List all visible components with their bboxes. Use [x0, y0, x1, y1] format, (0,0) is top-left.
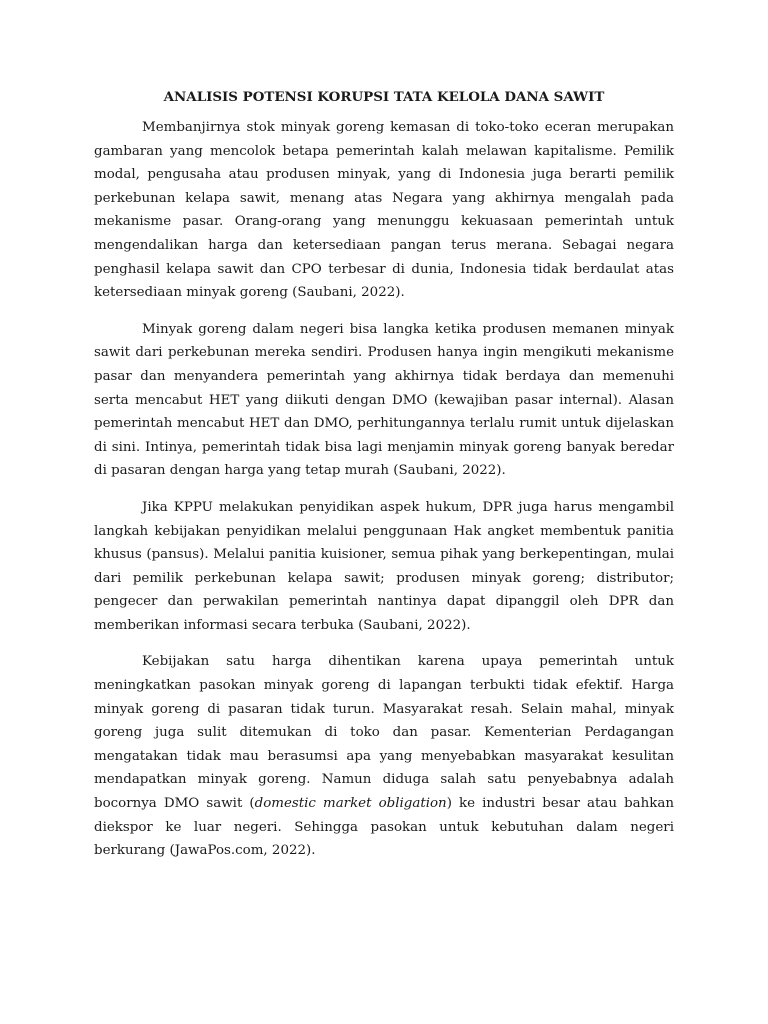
paragraph-4-text-after: ) ke industri besar atau bahkan diekspor ke luar negeri. Sehingga pasokan untuk kebutuhan dalam negeri berkurang (JawaPos.com, 2022).	[94, 796, 674, 859]
paragraph-4-text-before: Kebijakan satu harga dihentikan karena upaya pemerintah untuk meningkatkan pasokan minyak goreng di lapangan terbukti tidak efektif. Harga minyak goreng di pasaran tidak turun. Masyarakat resah. Selain mahal, minyak goreng juga sulit ditemukan di toko dan pasar. Kementerian Perdagangan mengatakan tidak mau berasumsi apa yang menyebabkan masyarakat kesulitan mendapatkan minyak goreng. Namun diduga salah satu penyebabnya adalah bocornya DMO sawit (	[94, 654, 674, 812]
document-title: ANALISIS POTENSI KORUPSI TATA KELOLA DANA SAWIT	[163, 89, 605, 105]
paragraph-4	[94, 650, 674, 862]
paragraph-1: Membanjirnya stok minyak goreng kemasan di toko-toko eceran merupakan gambaran yang mencolok betapa pemerintah kalah melawan kapitalisme. Pemilik modal, pengusaha atau produsen minyak, yang di Indonesia juga berarti pemilik perkebunan kelapa sawit, menang atas Negara yang akhirnya mengalah pada mekanisme pasar. Orang-orang yang menunggu kekuasaan pemerintah untuk mengendalikan harga dan ketersediaan pangan terus merana. Sebagai negara penghasil kelapa sawit dan CPO terbesar di dunia, Indonesia tidak berdaulat atas ketersediaan minyak goreng (Saubani, 2022).	[94, 120, 674, 301]
paragraph-2: Minyak goreng dalam negeri bisa langka ketika produsen memanen minyak sawit dari perkebunan mereka sendiri. Produsen hanya ingin mengikuti mekanisme pasar dan menyandera pemerintah yang akhirnya tidak berdaya dan memenuhi serta mencabut HET yang diikuti dengan DMO (kewajiban pasar internal). Alasan pemerintah mencabut HET dan DMO, perhitungannya terlalu rumit untuk dijelaskan di sini. Intinya, pemerintah tidak bisa lagi menjamin minyak goreng banyak beredar di pasaran dengan harga yang tetap murah (Saubani, 2022).	[94, 321, 674, 479]
paragraph-4-italic-term: domestic market obligation	[254, 796, 447, 812]
paragraph-3: Jika KPPU melakukan penyidikan aspek hukum, DPR juga harus mengambil langkah kebijakan penyidikan melalui penggunaan Hak angket membentuk panitia khusus (pansus). Melalui panitia kuisioner, semua pihak yang berkepentingan, mulai dari pemilik perkebunan kelapa sawit; produsen minyak goreng; distributor; pengecer dan perwakilan pemerintah nantinya dapat dipanggil oleh DPR dan memberikan informasi secara terbuka (Saubani, 2022).	[94, 499, 674, 633]
document-page	[94, 86, 674, 876]
